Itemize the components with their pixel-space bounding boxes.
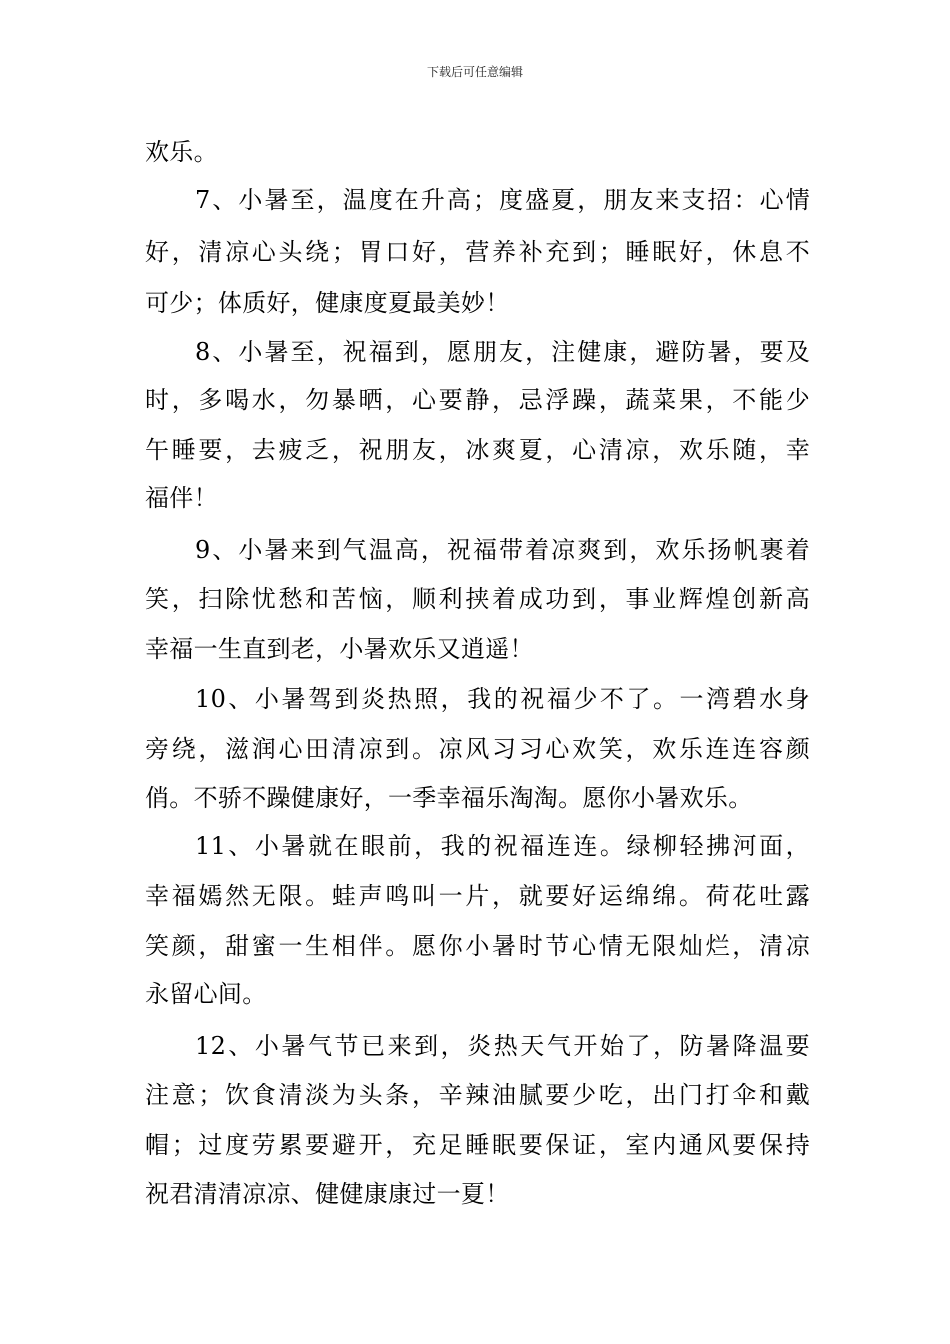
text-line: 祝君清清凉凉、健健康康过一夏！ [145,1180,510,1208]
text-line: 笑，扫除忧愁和苦恼，顺利挟着成功到，事业辉煌创新高 [145,585,810,613]
text-line: 10、小暑驾到炎热照，我的祝福少不了。一湾碧水身 [195,685,810,713]
text-line: 欢乐。 [145,138,218,166]
text-line: 12、小暑气节已来到，炎热天气开始了，防暑降温要 [195,1032,810,1060]
text-line: 永留心间。 [145,980,267,1008]
text-line: 可少；体质好，健康度夏最美妙！ [145,289,510,317]
text-line: 旁绕，滋润心田清凉到。凉风习习心欢笑，欢乐连连容颜 [145,735,810,763]
text-line: 笑颜，甜蜜一生相伴。愿你小暑时节心情无限灿烂，清凉 [145,932,810,960]
text-line: 好，清凉心头绕；胃口好，营养补充到；睡眠好，休息不 [145,238,810,266]
text-line: 7、小暑至，温度在升高；度盛夏，朋友来支招：心情 [195,186,810,214]
text-line: 午睡要，去疲乏，祝朋友，冰爽夏，心清凉，欢乐随，幸 [145,436,810,464]
text-line: 注意；饮食清淡为头条，辛辣油腻要少吃，出门打伞和戴 [145,1081,810,1109]
text-line: 8、小暑至，祝福到，愿朋友，注健康，避防暑，要及 [195,338,810,366]
text-line: 9、小暑来到气温高，祝福带着凉爽到，欢乐扬帆裹着 [195,536,810,564]
text-line: 俏。不骄不躁健康好，一季幸福乐淘淘。愿你小暑欢乐。 [145,784,753,812]
text-line: 幸福嫣然无限。蛙声鸣叫一片，就要好运绵绵。荷花吐露 [145,882,810,910]
text-line: 帽；过度劳累要避开，充足睡眠要保证，室内通风要保持 [145,1131,810,1159]
text-line: 时，多喝水，勿暴晒，心要静，忌浮躁，蔬菜果，不能少 [145,386,810,414]
text-line: 福伴！ [145,484,218,512]
page-header: 下载后可任意编辑 [426,65,523,79]
text-line: 11、小暑就在眼前，我的祝福连连。绿柳轻拂河面， [195,832,810,860]
text-line: 幸福一生直到老，小暑欢乐又逍遥！ [145,635,534,663]
